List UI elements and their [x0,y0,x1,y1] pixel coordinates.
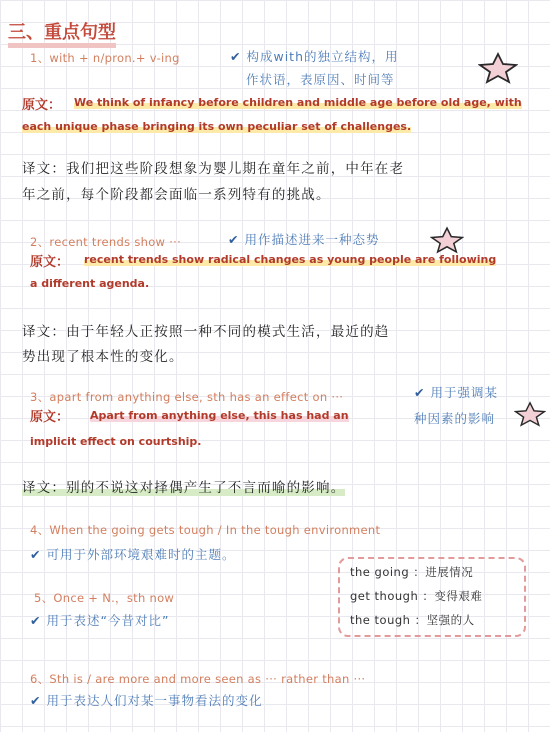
check-icon: ✔ [30,547,42,562]
pattern-1-original-label: 原文： [22,98,62,113]
pattern-3-original-line-1: Apart from anything else, this has had an [90,409,349,422]
pattern-1-heading: 1、with + n/pron.+ v-ing [30,51,180,65]
pattern-6-heading: 6、Sth is / are more and more seen as ··· rather than ··· [30,672,366,686]
pattern-4-heading: 4、When the going gets tough / In the tough environment [30,523,381,537]
pattern-5-note-text: 用于表述“今昔对比” [46,613,170,628]
pattern-2-original-line-1: recent trends show radical changes as young people are following [84,253,497,266]
pattern-3-note-line-2: 种因素的影响 [414,411,496,426]
check-icon: ✔ [414,385,426,400]
pattern-1-note-text-1: 构成with的独立结构，用 [246,49,399,64]
pattern-1-note-line-1 [230,47,399,65]
vocabulary-line-1: the going ：进展情况 [350,565,474,579]
pattern-2-original-line-2: a different agenda. [30,277,150,290]
vocabulary-line-2: get though ：变得艰难 [350,589,483,603]
pattern-5-heading: 5、Once + N.，sth now [34,591,175,605]
check-icon: ✔ [228,232,240,247]
pattern-3-heading: 3、apart from anything else, sth has an effect on ··· [30,390,344,404]
pattern-3-translation-line-1: 译文：别的不说这对择偶产生了不言而喻的影响。 [22,480,346,496]
pattern-3-original-label: 原文： [30,410,70,425]
page-title: 三、重点句型 [8,18,116,44]
pattern-2-heading: 2、recent trends show ··· [30,235,182,249]
pattern-1-translation-line-1: 译文：我们把这些阶段想象为婴儿期在童年之前，中年在老 [22,161,405,177]
star-doodle-icon [478,52,518,84]
pattern-2-note-text: 用作描述进来一种态势 [244,232,380,247]
check-icon: ✔ [230,49,242,64]
pattern-2-original-label: 原文： [30,255,70,270]
pattern-3-note-line-1 [414,383,498,401]
star-doodle-icon [430,226,464,254]
pattern-5-note [30,611,169,629]
check-icon: ✔ [30,693,42,708]
vocabulary-box [338,557,526,637]
pattern-6-note-text: 用于表达人们对某一事物看法的变化 [46,693,263,708]
vocabulary-line-3: the tough ：坚强的人 [350,613,475,627]
pattern-3-original-line-2: implicit effect on courtship. [30,435,202,448]
pattern-1-note-line-2: 作状语，表原因、时间等 [246,72,395,87]
pattern-2-translation-line-2: 势出现了根本性的变化。 [22,349,184,365]
pattern-2-translation-line-1: 译文：由于年轻人正按照一种不同的模式生活，最近的趋 [22,324,390,340]
pattern-6-note [30,691,262,709]
pattern-4-note-text: 可用于外部环境艰难时的主题。 [46,547,236,562]
pattern-2-note [228,230,379,248]
pattern-1-original-line-2: each unique phase bringing its own peculiar set of challenges. [22,120,412,133]
pattern-4-note [30,545,235,563]
star-doodle-icon [514,400,546,428]
check-icon: ✔ [30,613,42,628]
pattern-1-original-line-1: We think of infancy before children and middle age before old age, with [74,96,522,109]
pattern-3-note-text-1: 用于强调某 [430,385,498,400]
pattern-1-translation-line-2: 年之前，每个阶段都会面临一系列特有的挑战。 [22,187,331,203]
